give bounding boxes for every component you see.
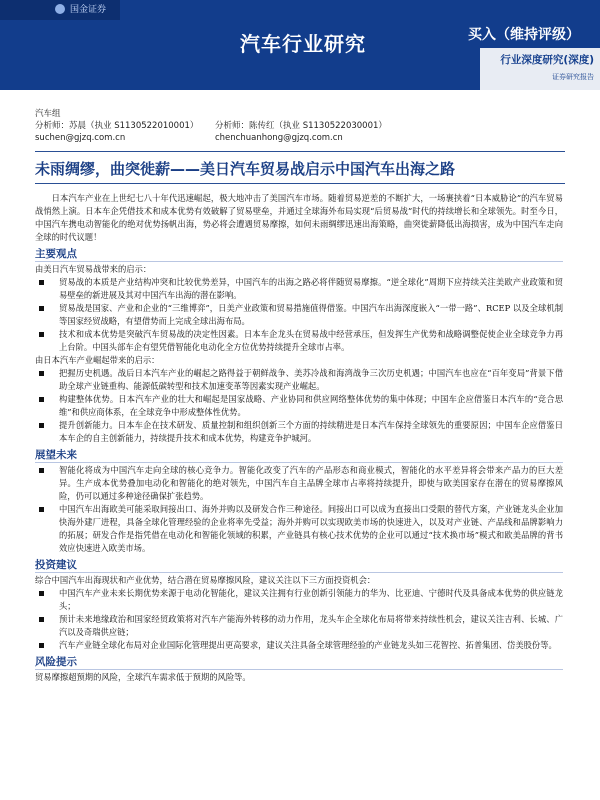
list-item xyxy=(35,276,563,302)
bullet-icon xyxy=(39,306,44,311)
list-item-text: 提升创新能力。日本车企在技术研发、质量控制和组织创新三个方面的持续精进是日本汽车保持全球领先的重要原因；中国车企应借鉴日本车企的自主创新能力，持续提升技术和成本优势，构建竞争护城河。 xyxy=(59,420,563,443)
list-item xyxy=(35,464,563,503)
list-item-text: 中国汽车产业未来长期优势来源于电动化智能化，建议关注拥有行业创新引领能力的华为、比亚迪、宁德时代及具备成本优势的供应链龙头； xyxy=(59,588,563,611)
list-item xyxy=(35,393,563,419)
list-item-text: 构建整体优势。日本汽车产业的壮大和崛起是国家战略、产业协同和供应网络整体优势的集中体现；中国车企应借鉴日本汽车的“竞合思维”和供应商体系，在全球竞争中形成整体性优势。 xyxy=(59,394,563,417)
analyst-block-1 xyxy=(35,108,198,144)
rating-block xyxy=(468,24,600,44)
list-lessons-trade-war xyxy=(35,276,563,354)
list-outlook xyxy=(35,464,563,555)
report-category-title: 汽车行业研究 xyxy=(240,32,366,56)
page-title: 未雨绸缪，曲突徙薪——美日汽车贸易战启示中国汽车出海之路 xyxy=(35,160,456,178)
analyst-1: 分析师：苏晨（执业 S1130522010001） xyxy=(35,121,199,131)
list-item-text: 技术和成本优势是突破汽车贸易战的决定性因素。日本车企龙头在贸易战中经营承压，但发挥生产优势和战略调整促使企业全球竞争力再上台阶。中国头部车企有望凭借智能化电动化全方位优势持续提升全球市占率。 xyxy=(59,329,563,352)
logo-icon xyxy=(55,4,65,14)
bullet-icon xyxy=(39,591,44,596)
list-item xyxy=(35,503,563,555)
bullet-icon xyxy=(39,332,44,337)
list-item xyxy=(35,302,563,328)
list-item-text: 汽车产业链全球化布局对企业国际化管理提出更高要求，建议关注具备全球管理经验的产业链龙头如三花智控、拓普集团、岱美股份等。 xyxy=(59,640,557,650)
list-item-text: 把握历史机遇。战后日本汽车产业的崛起之路得益于朝鲜战争、美苏冷战和海湾战争三次历史机遇；中国汽车也应在“百年变局”背景下借助全球产业链重构、能源低碳转型和技术加速变革等因素实现产业崛起。 xyxy=(59,368,563,391)
analyst-block-2 xyxy=(215,120,387,144)
list-item xyxy=(35,639,563,652)
list-investment xyxy=(35,587,563,652)
abstract: 日本汽车产业在上世纪七八十年代迅速崛起，极大地冲击了美国汽车市场。随着贸易逆差的不断扩大，一场裹挟着“日本威胁论”的汽车贸易战悄然上演。日本车企凭借技术和成本优势有效破解了贸易壁垒，并通过全球海外布局实现“后贸易战”时代的持续增长和全球领先。时至今日，中国汽车携电动智能化的绝对优势扬帆出海，势必将会遭遇贸易摩擦，如何未雨绸缪迅速出海策略，曲突徙薪降低出海损害，成为中国汽车走向全球的时代议题！ xyxy=(35,193,563,242)
list-lessons-japan-rise xyxy=(35,367,563,445)
section-heading-outlook: 展望未来 xyxy=(35,448,563,463)
list-item-text: 预计未来地缘政治和国家经贸政策将对汽车产能海外转移的动力作用，龙头车企全球化布局将带来持续性机会，建议关注吉利、长城、广汽以及奇瑞供应链； xyxy=(59,614,563,637)
risk-text: 贸易摩擦超预期的风险，全球汽车需求低于预期的风险等。 xyxy=(35,672,251,682)
logo-text: 国金证券 xyxy=(70,5,107,15)
report-header xyxy=(0,0,600,90)
bullet-icon xyxy=(39,423,44,428)
list-item xyxy=(35,328,563,354)
section-heading-main-points: 主要观点 xyxy=(35,247,563,262)
analyst-2-email[interactable]: chenchuanhong@gjzq.com.cn xyxy=(215,133,343,143)
bullet-icon xyxy=(39,468,44,473)
list-item xyxy=(35,587,563,613)
title-rule-top xyxy=(35,151,565,152)
intro-us-japan: 由美日汽车贸易战带来的启示： xyxy=(35,264,152,274)
list-item xyxy=(35,613,563,639)
investment-intro: 综合中国汽车出海现状和产业优势，结合潜在贸易摩擦风险，建议关注以下三方面投资机会： xyxy=(35,575,376,585)
bullet-icon xyxy=(39,507,44,512)
list-item-text: 贸易战的本质是产业结构冲突和比较优势差异，中国汽车的出海之路必将伴随贸易摩擦。“逆全球化”周期下应持续关注美欧产业政策和贸易壁垒的新进展及其对中国汽车出海的潜在影响。 xyxy=(59,277,563,300)
bullet-icon xyxy=(39,280,44,285)
bullet-icon xyxy=(39,643,44,648)
bullet-icon xyxy=(39,371,44,376)
section-heading-investment: 投资建议 xyxy=(35,558,563,573)
report-body xyxy=(35,192,563,684)
analyst-2: 分析师：陈传红（执业 S1130522030001） xyxy=(215,121,387,131)
list-item-text: 贸易战是国家、产业和企业的“三维博弈”，日美产业政策和贸易措施值得借鉴。中国汽车出海深度嵌入“一带一路”、RCEP 以及全球机制等国家经贸战略，有望借势而上完成全球出海布局。 xyxy=(59,303,563,326)
section-heading-risk: 风险提示 xyxy=(35,655,563,670)
list-item xyxy=(35,367,563,393)
group-label: 汽车组 xyxy=(35,109,61,119)
list-item-text: 中国汽车出海欧美可能采取间接出口、海外并购以及研发合作三种途径。间接出口可以成为直接出口受限的替代方案，产业链龙头企业加快海外建厂进程，具备全球化管理经验的企业将率先受益；海外并购可以实现欧美市场的快速进入，以及对产业链、产品线和品牌影响力的拓展；研发合作是指凭借在电动化和智能化领域的积累，产业链具有核心技术优势的企业可以通过“技术换市场”模式和欧美品牌的背书效应快速进入欧美市场。 xyxy=(59,504,563,553)
broker-logo xyxy=(0,0,120,20)
bullet-icon xyxy=(39,397,44,402)
report-type: 行业深度研究(深度) xyxy=(500,54,594,66)
report-subtype: 证券研究报告 xyxy=(552,73,594,81)
list-item-text: 智能化将成为中国汽车走向全球的核心竞争力。智能化改变了汽车的产品形态和商业模式，智能化的水平差异将会带来产品力的巨大差异。生产成本优势叠加电动化和智能化的绝对领先，中国汽车自主品牌全球市占率将持续提升，即使与欧美国家存在潜在的贸易摩擦风险，仍可以通过多种途径确保扩张趋势。 xyxy=(59,465,563,501)
bullet-icon xyxy=(39,617,44,622)
rating-label: 买入（维持评级） xyxy=(468,27,580,43)
intro-japan-rise: 由日本汽车产业崛起带来的启示： xyxy=(35,355,160,365)
title-rule-bottom xyxy=(35,183,565,184)
list-item xyxy=(35,419,563,445)
analyst-1-email[interactable]: suchen@gjzq.com.cn xyxy=(35,133,126,143)
